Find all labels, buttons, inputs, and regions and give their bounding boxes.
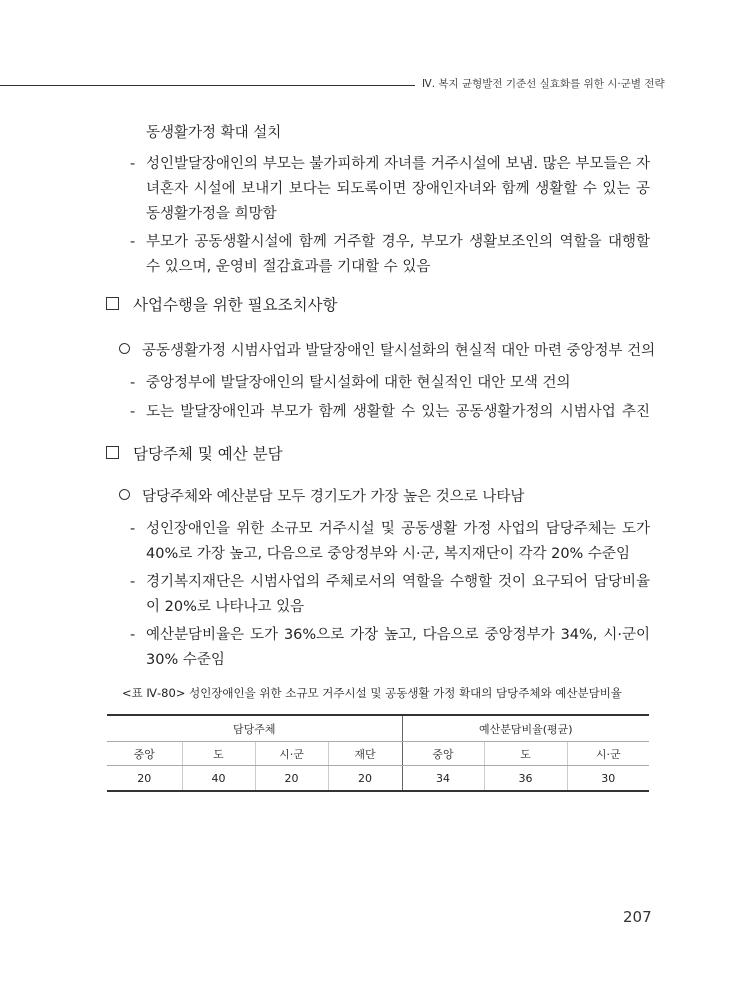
table-cell: 20 [107, 766, 182, 792]
col-header: 재단 [328, 742, 402, 766]
group-header-responsibility: 담당주체 [107, 715, 402, 742]
bullet-line: 이 20%로 나타나고 있음 [146, 599, 305, 615]
bullet-line: 수 있으며, 운영비 절감효과를 기대할 수 있음 [146, 259, 431, 275]
table-cell: 40 [182, 766, 255, 792]
square-bullet-icon [106, 297, 119, 310]
header-rule [0, 85, 415, 86]
table-cell: 36 [484, 766, 567, 792]
bullet-dash: - [130, 574, 136, 590]
circle-bullet-icon [119, 489, 130, 500]
bullet-line: 예산분담비율은 도가 36%으로 가장 높고, 다음으로 중앙정부가 34%, 시·군이 [146, 627, 650, 643]
bullet-line: 동생활가정을 희망함 [146, 206, 277, 222]
bullet-line: 중앙정부에 발달장애인의 탈시설화에 대한 현실적인 대안 모색 건의 [146, 375, 571, 391]
bullet-line: 녀혼자 시설에 보내기 보다는 되도록이면 장애인자녀와 함께 생활할 수 있는 공 [146, 181, 650, 197]
circle-bullet-icon [119, 343, 130, 354]
bullet-dash: - [130, 521, 136, 537]
budget-share-table [107, 714, 649, 792]
bullet-dash: - [130, 627, 136, 643]
circle-item-text: 공동생활가정 시범사업과 발달장애인 탈시설화의 현실적 대안 마련 중앙정부 건의 [142, 343, 656, 359]
col-header: 시·군 [567, 742, 649, 766]
col-header: 도 [182, 742, 255, 766]
circle-item [119, 487, 524, 507]
bullet-line: 30% 수준임 [146, 652, 225, 668]
bullet-dash: - [130, 234, 136, 250]
section-heading [106, 443, 283, 465]
section-title: 담당주체 및 예산 분담 [133, 445, 283, 463]
table-cell: 20 [255, 766, 328, 792]
table-row [107, 766, 649, 792]
table-cell: 30 [567, 766, 649, 792]
col-header: 중앙 [107, 742, 182, 766]
circle-item [119, 341, 655, 361]
group-header-budget: 예산분담비율(평균) [402, 715, 649, 742]
table-caption: <표 Ⅳ-80> 성인장애인을 위한 소규모 거주시설 및 공동생활 가정 확대의 담당주체와 예산분담비율 [122, 686, 622, 700]
bullet-line: 경기복지재단은 시범사업의 주체로서의 역할을 수행할 것이 요구되어 담당비율 [146, 574, 650, 590]
section-title: 사업수행을 위한 필요조치사항 [133, 296, 338, 314]
col-header: 시·군 [255, 742, 328, 766]
bullet-dash: - [130, 404, 136, 420]
bullet-dash: - [130, 375, 136, 391]
col-header: 도 [484, 742, 567, 766]
continuation-line: 동생활가정 확대 설치 [146, 125, 282, 141]
circle-item-text: 담당주체와 예산분담 모두 경기도가 가장 높은 것으로 나타남 [142, 489, 525, 505]
bullet-line: 성인장애인을 위한 소규모 거주시설 및 공동생활 가정 사업의 담당주체는 도가 [146, 521, 650, 537]
bullet-line: 부모가 공동생활시설에 함께 거주할 경우, 부모가 생활보조인의 역할을 대행할 [146, 234, 650, 250]
col-header: 중앙 [402, 742, 484, 766]
table-cell: 20 [328, 766, 402, 792]
bullet-line: 성인발달장애인의 부모는 불가피하게 자녀를 거주시설에 보냄. 많은 부모들은 자 [146, 156, 650, 172]
chapter-header: Ⅳ. 복지 균형발전 기준선 실효화를 위한 시·군별 전략 [422, 78, 665, 90]
bullet-dash: - [130, 156, 136, 172]
bullet-line: 40%로 가장 높고, 다음으로 중앙정부와 시·군, 복지재단이 각각 20% 수준임 [146, 546, 630, 562]
section-heading [106, 294, 338, 316]
page-number: 207 [623, 908, 652, 926]
table-cell: 34 [402, 766, 484, 792]
square-bullet-icon [106, 446, 119, 459]
bullet-line: 도는 발달장애인과 부모가 함께 생활할 수 있는 공동생활가정의 시범사업 추진 [146, 404, 650, 420]
